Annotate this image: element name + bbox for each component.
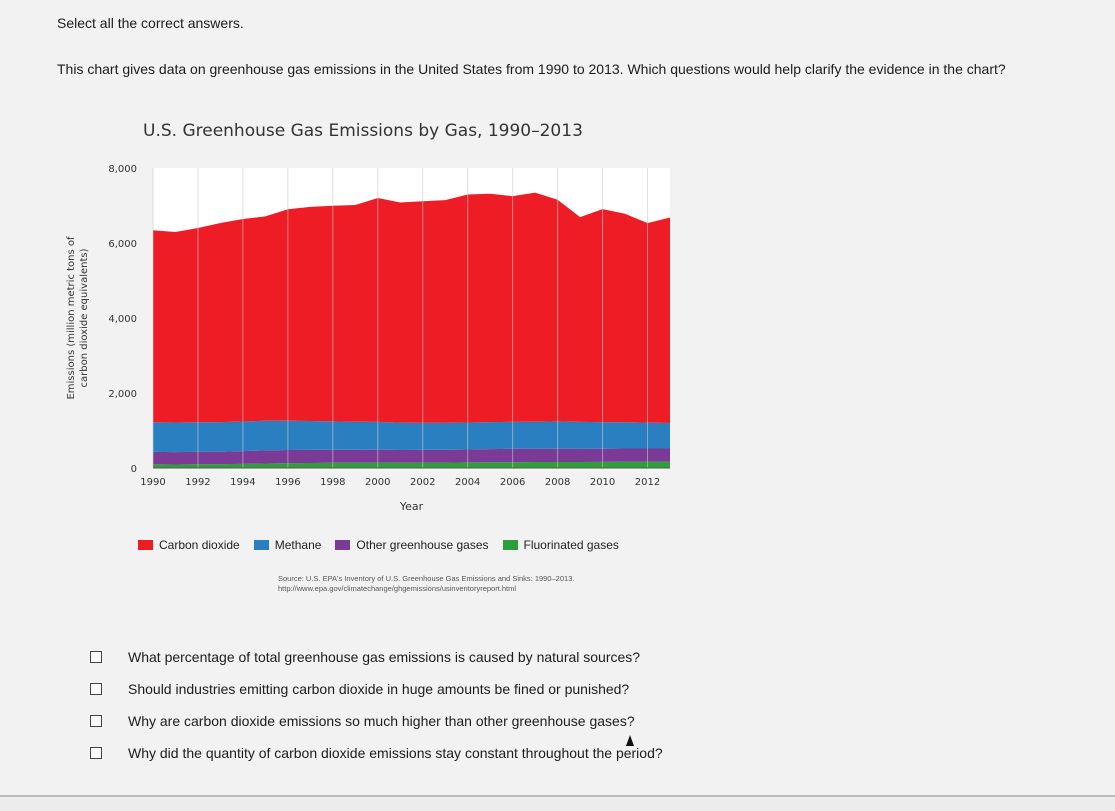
x-tick-label: 1998 [320, 477, 346, 488]
source-citation: Source: U.S. EPA's Inventory of U.S. Greenhouse Gas Emissions and Sinks: 1990–2013. [278, 574, 575, 583]
source-url: http://www.epa.gov/climatechange/ghgemissions/usinventoryreport.html [278, 584, 517, 593]
x-tick-label: 2004 [454, 477, 481, 488]
x-tick-label: 1992 [185, 477, 211, 488]
legend-item-other-gases [335, 538, 488, 552]
legend-label: Carbon dioxide [159, 538, 240, 552]
legend-item-carbon-dioxide [138, 538, 240, 552]
bottom-divider [0, 795, 1115, 797]
x-tick-label: 1990 [140, 477, 166, 488]
emissions-chart [55, 150, 695, 520]
chart-legend [138, 538, 633, 552]
x-tick-label: 2000 [365, 477, 391, 488]
chart-source [278, 574, 574, 594]
legend-label: Other greenhouse gases [356, 538, 489, 552]
legend-label: Methane [274, 538, 322, 552]
checkbox[interactable] [90, 715, 102, 727]
x-tick-label: 2006 [499, 477, 526, 488]
checkbox[interactable] [90, 683, 102, 695]
legend-swatch [335, 540, 350, 550]
x-tick-label: 2008 [544, 477, 571, 488]
legend-item-fluorinated-gases [503, 538, 619, 552]
answer-option-2[interactable] [90, 673, 663, 705]
y-tick-label: 8,000 [108, 164, 137, 175]
answer-option-1[interactable] [90, 641, 663, 673]
legend-label: Fluorinated gases [523, 538, 619, 552]
area-methane [153, 421, 670, 452]
chart-title: U.S. Greenhouse Gas Emissions by Gas, 1990–2013 [143, 121, 583, 141]
checkbox[interactable] [90, 747, 102, 759]
y-axis-label: Emissions (million metric tons of [66, 236, 77, 400]
option-text[interactable]: Should industries emitting carbon dioxide in huge amounts be fined or punished? [128, 681, 630, 697]
y-tick-label: 2,000 [108, 389, 137, 400]
instruction-text: Select all the correct answers. [57, 15, 244, 31]
x-tick-label: 1994 [230, 477, 256, 488]
legend-swatch [503, 540, 518, 550]
x-tick-label: 2002 [410, 477, 436, 488]
y-axis-label: carbon dioxide equivalents) [79, 248, 90, 388]
answer-options [90, 641, 663, 769]
x-tick-label: 2010 [589, 477, 616, 488]
y-tick-label: 6,000 [108, 239, 137, 250]
legend-swatch [254, 540, 269, 550]
mouse-cursor-icon [626, 735, 634, 746]
question-prompt: This chart gives data on greenhouse gas emissions in the United States from 1990 to 2013. Which questions would help clarify the evidence in the chart? [57, 61, 1006, 77]
legend-swatch [138, 540, 153, 550]
x-axis-label: Year [399, 500, 424, 513]
y-tick-label: 4,000 [108, 314, 137, 325]
option-text[interactable]: What percentage of total greenhouse gas emissions is caused by natural sources? [128, 649, 641, 665]
option-text[interactable]: Why are carbon dioxide emissions so much higher than other greenhouse gases? [128, 713, 635, 729]
y-tick-label: 0 [130, 464, 137, 475]
checkbox[interactable] [90, 651, 102, 663]
legend-item-methane [254, 538, 322, 552]
answer-option-3[interactable] [90, 705, 663, 737]
x-tick-label: 2012 [634, 477, 661, 488]
answer-option-4[interactable] [90, 737, 663, 769]
area-carbon-dioxide [153, 193, 670, 423]
x-tick-label: 1996 [275, 477, 301, 488]
option-text[interactable]: Why did the quantity of carbon dioxide emissions stay constant throughout the period? [128, 745, 663, 761]
